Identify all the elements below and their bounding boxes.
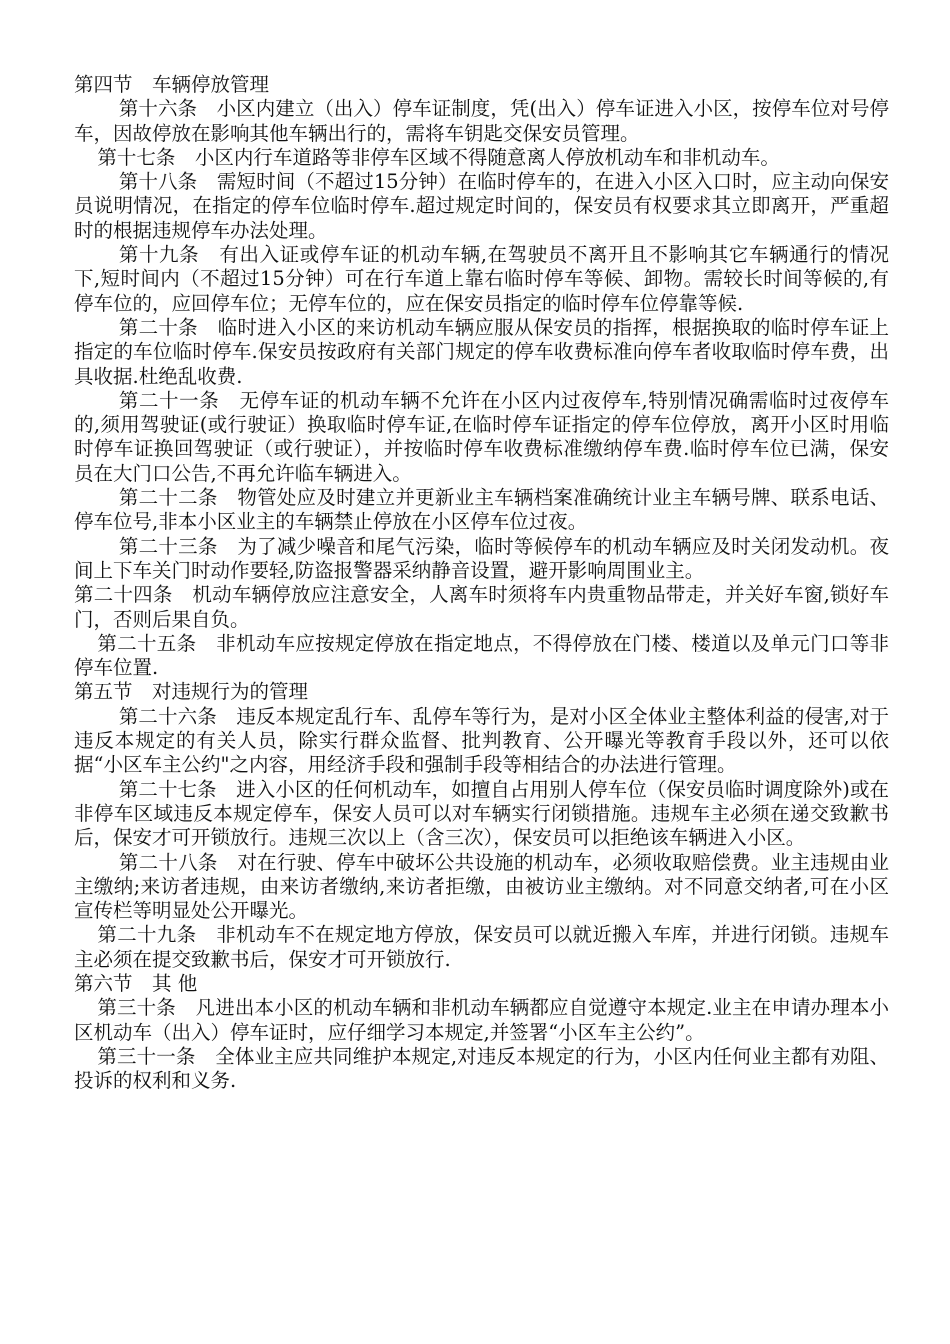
article-16: 第十六条 小区内建立（出入）停车证制度，凭(出入）停车证进入小区，按停车位对号停车，因故停放在影响其他车辆出行的，需将车钥匙交保安员管理。 [74,97,889,145]
section-4 [74,73,889,680]
article-19: 第十九条 有出入证或停车证的机动车辆,在驾驶员不离开且不影响其它车辆通行的情况下,短时间内（不超过15分钟）可在行车道上靠右临时停车等候、卸物。需较长时间等候的,有停车位的，应回停车位；无停车位的，应在保安员指定的临时停车位停靠等候. [74,243,889,315]
article-28: 第二十八条 对在行驶、停车中破坏公共设施的机动车，必须收取赔偿费。业主违规由业主缴纳;来访者违规，由来访者缴纳,来访者拒缴，由被访业主缴纳。对不同意交纳者,可在小区宣传栏等明显处公开曝光。 [74,850,889,923]
article-20: 第二十条 临时进入小区的来访机动车辆应服从保安员的指挥，根据换取的临时停车证上指定的车位临时停车.保安员按政府有关部门规定的停车收费标准向停车者收取临时停车费，出具收据.杜绝乱收费. [74,315,889,388]
article-24: 第二十四条 机动车辆停放应注意安全，人离车时须将车内贵重物品带走，并关好车窗,锁好车门，否则后果自负。 [74,583,889,631]
section-title: 第六节 其 他 [74,971,198,995]
article-22: 第二十二条 物管处应及时建立并更新业主车辆档案准确统计业主车辆号牌、联系电话、停车位号,非本小区业主的车辆禁止停放在小区停车位过夜。 [74,486,889,534]
article-25: 第二十五条 非机动车应按规定停放在指定地点，不得停放在门楼、楼道以及单元门口等非停车位置. [74,631,889,680]
article-18: 第十八条 需短时间（不超过15分钟）在临时停车的，在进入小区入口时，应主动向保安员说明情况，在指定的停车位临时停车.超过规定时间的，保安员有权要求其立即离开，严重超时的根据违规停车办法处理。 [74,170,889,242]
article-23: 第二十三条 为了减少噪音和尾气污染，临时等候停车的机动车辆应及时关闭发动机。夜间上下车关门时动作要轻,防盗报警器采纳静音设置，避开影响周围业主。 [74,534,889,582]
article-29: 第二十九条 非机动车不在规定地方停放，保安员可以就近搬入车库，并进行闭锁。违规车主必须在提交致歉书后，保安才可开锁放行. [74,923,889,971]
section-5 [74,680,889,972]
document-page [74,73,889,1093]
section-title: 第五节 对违规行为的管理 [74,680,309,704]
section-6 [74,972,889,1093]
article-31: 第三十一条 全体业主应共同维护本规定,对违反本规定的行为，小区内任何业主都有劝阻、投诉的权利和义务. [74,1044,889,1093]
section-title: 第四节 车辆停放管理 [74,73,270,96]
article-21: 第二十一条 无停车证的机动车辆不允许在小区内过夜停车,特别情况确需临时过夜停车的,须用驾驶证(或行驶证）换取临时停车证,在临时停车证指定的停车位停放，离开小区时用临时停车证换回驾驶证（或行驶证），并按临时停车收费标准缴纳停车费.临时停车位已满，保安员在大门口公告,不再允许临车辆进入。 [74,388,889,485]
article-27: 第二十七条 进入小区的任何机动车，如擅自占用别人停车位（保安员临时调度除外)或在非停车区域违反本规定停车，保安人员可以对车辆实行闭锁措施。违规车主必须在递交致歉书后，保安才可开锁放行。违规三次以上（含三次），保安员可以拒绝该车辆进入小区。 [74,777,889,850]
article-30: 第三十条 凡进出本小区的机动车辆和非机动车辆都应自觉遵守本规定.业主在申请办理本小区机动车（出入）停车证时，应仔细学习本规定,并签署“小区车主公约”。 [74,996,889,1044]
article-17: 第十七条 小区内行车道路等非停车区域不得随意离人停放机动车和非机动车。 [97,145,780,169]
article-26: 第二十六条 违反本规定乱行车、乱停车等行为，是对小区全体业主整体利益的侵害,对于违反本规定的有关人员，除实行群众监督、批判教育、公开曝光等教育手段以外，还可以依据“小区车主公约"之内容，用经济手段和强制手段等相结合的办法进行管理。 [74,704,889,777]
